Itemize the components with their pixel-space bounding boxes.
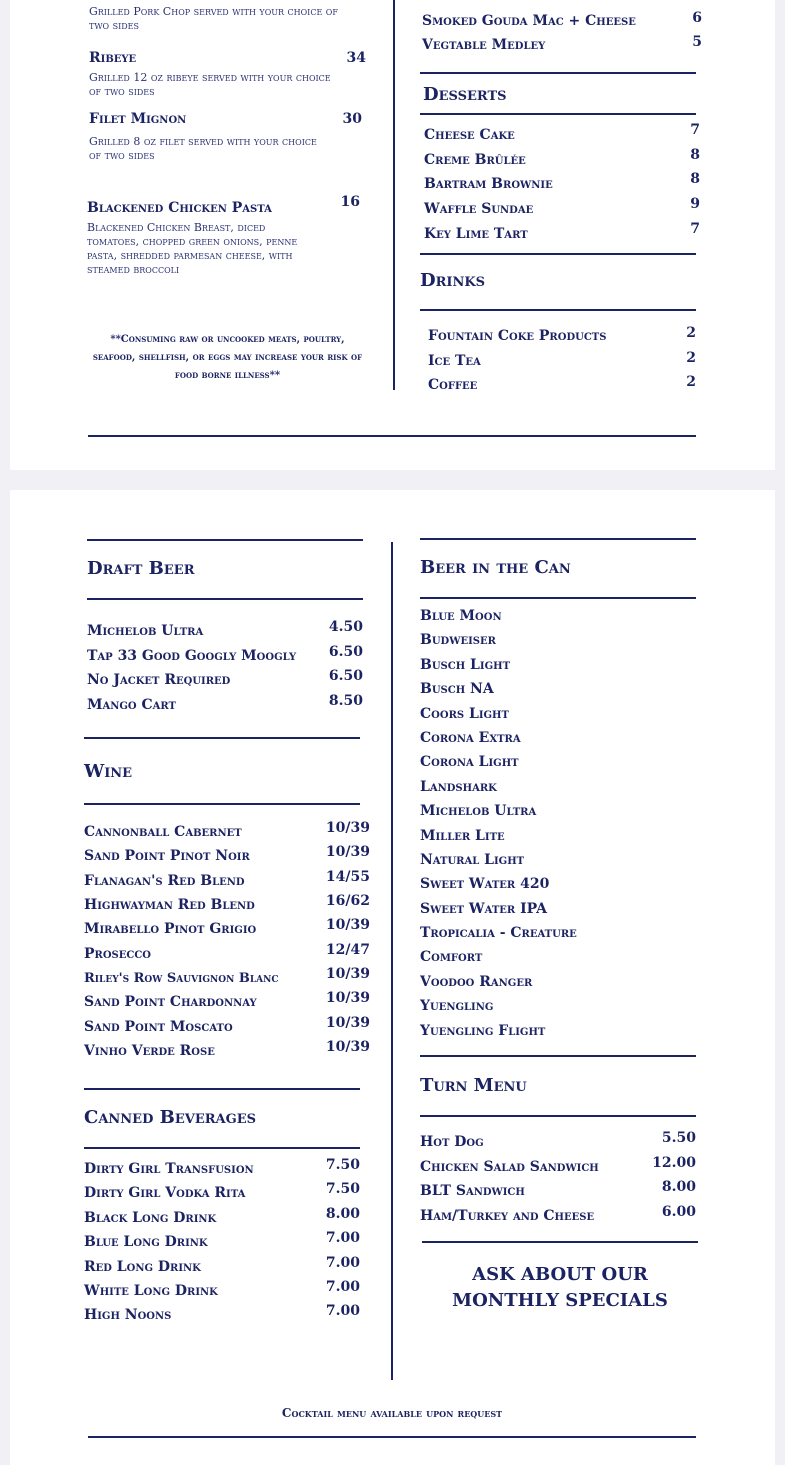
pork-chop-description: Grilled Pork Chop served with your choice of two sides: [89, 5, 338, 32]
ribeye-description: Grilled 12 oz ribeye served with your choice of two sides: [89, 71, 331, 98]
item-name: Natural Light: [420, 851, 525, 868]
item-name: Sweet Water 420: [420, 876, 550, 893]
item-price: 14/55: [325, 868, 370, 885]
divider: [84, 737, 360, 739]
item-name: BLT Sandwich: [420, 1183, 525, 1199]
item-name: Creme Brûlée: [424, 151, 526, 168]
list-item: [420, 873, 696, 897]
specials-line-2: MONTHLY SPECIALS: [452, 1290, 668, 1311]
food-safety-warning: **Consuming raw or uncooked meats, poultry, seafood, shellfish, or eggs may increase your risk of food borne illness**: [92, 334, 363, 381]
item-price: 10/39: [325, 844, 370, 861]
divider: [84, 1147, 360, 1149]
item-name: Dirty Girl Vodka Rita: [84, 1185, 246, 1202]
item-price: 8: [690, 171, 700, 188]
item-name: Sand Point Moscato: [84, 1018, 233, 1035]
item-name: Corona Extra: [420, 729, 521, 746]
item-price: 5: [692, 34, 702, 50]
list-item: [420, 1205, 696, 1230]
list-item: [428, 350, 696, 375]
item-name: Sand Point Pinot Noir: [84, 848, 250, 865]
list-item: [420, 1131, 696, 1156]
item-price: 2: [686, 349, 696, 366]
item-price: 7.00: [325, 1278, 360, 1295]
list-item: [84, 1207, 360, 1231]
item-name: Busch NA: [420, 681, 494, 698]
item-name: Tropicalia - Creature: [420, 925, 577, 942]
list-item: [84, 1040, 370, 1064]
column-divider: [391, 542, 393, 1380]
list-item: [84, 894, 370, 918]
list-item: [84, 943, 370, 967]
item-price: 7.50: [325, 1181, 360, 1198]
item-price: 10/39: [325, 990, 370, 1007]
list-item: [424, 124, 700, 149]
item-price: 6.00: [661, 1203, 696, 1220]
item-name: White Long Drink: [84, 1282, 218, 1299]
item-name: Comfort: [420, 949, 483, 966]
list-item: [84, 967, 370, 991]
chicken-pasta-description: Blackened Chicken Breast, diced tomatoes, chopped green onions, penne pasta, shredded parmesan cheese, with steamed broccoli: [87, 221, 298, 276]
list-item: [420, 946, 696, 970]
list-item: [420, 1180, 696, 1205]
divider: [420, 1055, 696, 1057]
item-name: Key Lime Tart: [424, 225, 528, 242]
item-name: High Noons: [84, 1307, 172, 1324]
sides-list: [422, 10, 702, 58]
chicken-pasta-name: Blackened Chicken Pasta: [87, 200, 272, 216]
list-item: [420, 776, 696, 800]
item-name: Cheese Cake: [424, 127, 515, 143]
list-item: [422, 34, 702, 58]
list-item: [420, 995, 696, 1019]
item-price: 7: [690, 220, 700, 237]
list-item: [84, 1280, 360, 1304]
list-item: [424, 146, 700, 174]
item-name: Highwayman Red Blend: [84, 897, 255, 914]
item-price: 2: [686, 325, 696, 341]
item-name: Michelob Ultra: [87, 623, 204, 639]
item-name: Vinho Verde Rose: [84, 1043, 215, 1060]
filet-mignon-name: Filet Mignon: [89, 111, 187, 127]
list-item: [84, 1304, 360, 1328]
list-item: [84, 991, 370, 1015]
beer-in-the-can-list: [420, 605, 696, 1044]
item-name: Ice Tea: [428, 352, 481, 369]
item-name: Red Long Drink: [84, 1258, 201, 1275]
draft-beer-heading: Draft Beer: [87, 558, 195, 579]
item-name: Mirabello Pinot Grigio: [84, 921, 257, 938]
item-price: 6.50: [328, 643, 363, 660]
item-name: Fountain Coke Products: [428, 328, 607, 344]
list-item: [420, 800, 696, 824]
list-item: [424, 220, 700, 248]
item-name: Sweet Water IPA: [420, 900, 548, 917]
list-item: [420, 825, 696, 849]
divider: [87, 598, 363, 600]
wine-list: [84, 821, 370, 1064]
item-name: Blue Long Drink: [84, 1234, 208, 1251]
list-item: [84, 1158, 360, 1182]
list-item: [84, 1256, 360, 1280]
item-price: 10/39: [325, 820, 370, 836]
filet-mignon-price: 30: [342, 111, 362, 127]
item-name: Yuengling: [420, 998, 494, 1015]
cocktail-menu-note: Cocktail menu available upon request: [281, 1406, 503, 1420]
list-item: [84, 1182, 360, 1206]
list-item: [87, 620, 363, 645]
item-name: Prosecco: [84, 945, 152, 962]
list-item: [84, 1016, 370, 1040]
item-name: Mango Cart: [87, 696, 176, 713]
specials-line-1: ASK ABOUT OUR: [472, 1264, 648, 1285]
item-name: Michelob Ultra: [420, 803, 537, 820]
item-price: 10/39: [325, 966, 370, 983]
divider: [84, 1088, 360, 1090]
list-item: [420, 678, 696, 702]
item-price: 8.00: [661, 1179, 696, 1195]
list-item: [420, 971, 696, 995]
list-item: [420, 1020, 696, 1044]
list-item: [420, 629, 696, 653]
divider: [420, 113, 696, 115]
list-item: [424, 198, 700, 223]
monthly-specials-callout: [420, 1262, 700, 1314]
item-name: Sand Point Chardonnay: [84, 994, 257, 1011]
item-name: Coors Light: [420, 705, 509, 722]
list-item: [420, 751, 696, 775]
item-price: 12.00: [652, 1154, 696, 1171]
item-name: Busch Light: [420, 656, 511, 673]
list-item: [420, 922, 696, 946]
item-name: Flanagan's Red Blend: [84, 872, 245, 889]
item-price: 7.00: [325, 1254, 360, 1271]
turn-menu-list: [420, 1131, 696, 1229]
item-price: 10/39: [325, 1014, 370, 1031]
list-item: [84, 845, 370, 869]
item-name: Chicken Salad Sandwich: [420, 1158, 599, 1175]
item-name: Coffee: [428, 377, 478, 393]
item-name: Cannonball Cabernet: [84, 824, 242, 840]
turn-menu-heading: Turn Menu: [420, 1075, 527, 1096]
list-item: [420, 898, 696, 922]
item-price: 2: [686, 374, 696, 390]
item-name: Voodoo Ranger: [420, 973, 533, 990]
item-name: Ham/Turkey and Cheese: [420, 1207, 595, 1224]
item-name: Waffle Sundae: [424, 201, 534, 218]
item-price: 12/47: [325, 941, 370, 958]
column-divider: [393, 0, 395, 390]
draft-beer-list: [87, 620, 363, 718]
item-name: Miller Lite: [420, 827, 505, 844]
divider: [420, 597, 696, 599]
divider: [420, 309, 696, 311]
item-name: Smoked Gouda Mac + Cheese: [422, 13, 636, 29]
chicken-pasta-price: 16: [340, 194, 360, 210]
list-item: [84, 821, 370, 845]
item-name: Blue Moon: [420, 608, 502, 624]
divider: [420, 538, 696, 540]
divider: [420, 253, 696, 255]
item-price: 7: [690, 122, 700, 138]
item-price: 7.00: [325, 1230, 360, 1247]
item-price: 8.00: [325, 1205, 360, 1222]
list-item: [420, 727, 696, 751]
list-item: [424, 173, 700, 198]
item-name: No Jacket Required: [87, 672, 231, 688]
item-name: Hot Dog: [420, 1134, 484, 1150]
list-item: [420, 654, 696, 678]
divider: [420, 72, 696, 74]
divider: [422, 1241, 698, 1243]
list-item: [422, 10, 702, 34]
page-bottom-rule: [88, 1436, 696, 1438]
beer-in-the-can-heading: Beer in the Can: [420, 557, 571, 578]
desserts-list: [424, 124, 700, 247]
list-item: [84, 918, 370, 942]
list-item: [420, 849, 696, 873]
item-price: 8: [690, 146, 700, 163]
divider: [87, 539, 363, 541]
drinks-heading: Drinks: [420, 270, 486, 291]
item-price: 6.50: [328, 668, 363, 684]
item-name: Vegtable Medley: [422, 37, 546, 53]
list-item: [428, 374, 696, 399]
wine-heading: Wine: [84, 761, 133, 782]
item-price: 7.50: [325, 1157, 360, 1173]
item-name: Black Long Drink: [84, 1209, 217, 1226]
list-item: [428, 325, 696, 350]
item-price: 5.50: [661, 1130, 696, 1146]
item-name: Landshark: [420, 778, 497, 795]
list-item: [87, 645, 363, 670]
menu-page-drinks: [10, 490, 775, 1465]
list-item: [420, 605, 696, 629]
item-price: 7.00: [325, 1303, 360, 1320]
item-price: 10/39: [325, 917, 370, 934]
item-price: 9: [690, 196, 700, 213]
divider: [84, 803, 360, 805]
item-name: Bartram Brownie: [424, 176, 553, 193]
list-item: [420, 703, 696, 727]
item-name: Budweiser: [420, 632, 496, 649]
page-bottom-rule: [88, 435, 696, 437]
ribeye-price: 34: [346, 50, 366, 66]
desserts-heading: Desserts: [423, 84, 507, 105]
canned-beverages-heading: Canned Beverages: [84, 1107, 257, 1128]
item-name: Tap 33 Good Googly Moogly: [87, 647, 297, 664]
divider: [420, 1115, 696, 1117]
drinks-list: [428, 325, 696, 399]
item-price: 10/39: [325, 1039, 370, 1056]
item-price: 8.50: [328, 692, 363, 709]
item-price: 4.50: [328, 619, 363, 635]
item-price: 16/62: [325, 893, 370, 910]
item-price: 6: [692, 10, 702, 26]
item-name: Yuengling Flight: [420, 1022, 546, 1039]
filet-mignon-description: Grilled 8 oz filet served with your choice of two sides: [89, 135, 317, 162]
list-item: [84, 870, 370, 894]
ribeye-name: Ribeye: [89, 50, 137, 66]
item-name: Corona Light: [420, 754, 519, 771]
menu-page-food: [10, 0, 775, 470]
list-item: [87, 669, 363, 694]
list-item: [84, 1231, 360, 1255]
item-name: Riley's Row Sauvignon Blanc: [84, 971, 279, 987]
item-name: Dirty Girl Transfusion: [84, 1161, 254, 1177]
list-item: [87, 694, 363, 719]
list-item: [420, 1156, 696, 1181]
canned-beverages-list: [84, 1158, 360, 1329]
